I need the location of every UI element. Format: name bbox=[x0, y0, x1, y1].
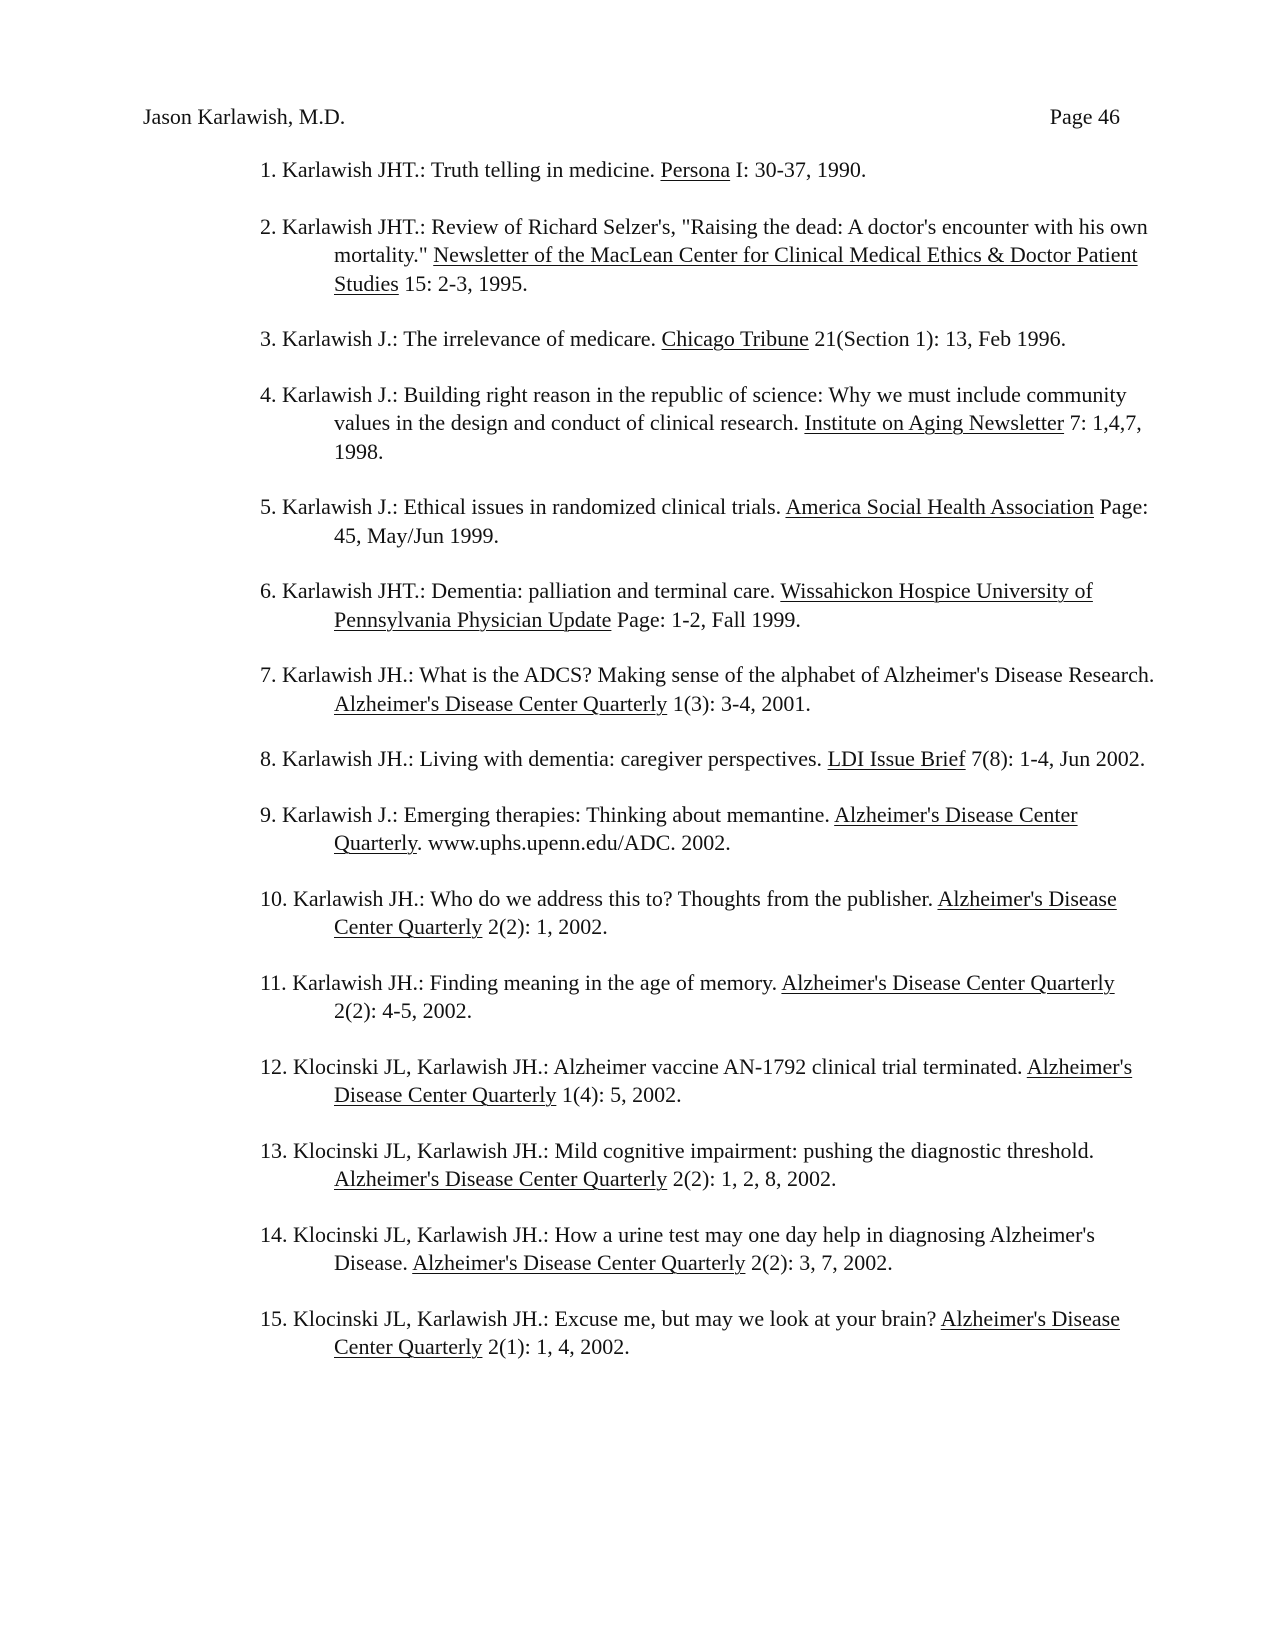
publication-venue: Chicago Tribune bbox=[661, 326, 809, 351]
publication-title: Mild cognitive impairment: pushing the diagnostic threshold. bbox=[554, 1137, 1095, 1163]
publication-title: Building right reason in the republic of science: Why we must include community values in the design and conduct of clinical research. bbox=[334, 381, 1127, 435]
publication-title: Truth telling in medicine. bbox=[430, 157, 655, 182]
publication-authors: Karlawish JH.: bbox=[292, 969, 425, 995]
publication-venue: LDI Issue Brief bbox=[827, 746, 966, 771]
publication-authors: Karlawish JHT.: bbox=[282, 578, 426, 603]
publication-details: I: 30-37, 1990. bbox=[735, 157, 867, 182]
publication-details: 7: 1,4,7, 1998. bbox=[334, 410, 1142, 464]
publication-authors: Klocinski JL, Karlawish JH.: bbox=[293, 1221, 550, 1247]
publication-number: 10. bbox=[260, 885, 288, 911]
publication-item bbox=[260, 1137, 1160, 1194]
publication-venue: Alzheimer's Disease Center Quarterly bbox=[334, 1166, 668, 1191]
publication-number: 13. bbox=[260, 1137, 288, 1163]
publication-title: Finding meaning in the age of memory. bbox=[429, 969, 778, 995]
publication-details: . www.uphs.upenn.edu/ADC. 2002. bbox=[416, 830, 731, 855]
publication-item bbox=[260, 661, 1160, 718]
publication-number: 4. bbox=[260, 381, 277, 407]
publication-item bbox=[260, 213, 1160, 299]
publication-item bbox=[260, 577, 1160, 634]
publication-venue: Alzheimer's Disease Center Quarterly bbox=[412, 1250, 746, 1275]
publication-title: Alzheimer vaccine AN-1792 clinical trial terminated. bbox=[553, 1053, 1023, 1079]
publication-item bbox=[260, 381, 1160, 467]
publication-authors: Karlawish J.: bbox=[282, 381, 399, 407]
publication-details: 2(1): 1, 4, 2002. bbox=[487, 1334, 630, 1359]
publication-authors: Karlawish JH.: bbox=[293, 885, 425, 911]
author-name: Jason Karlawish, M.D. bbox=[143, 104, 346, 129]
publication-venue: Alzheimer's Disease Center Quarterly bbox=[334, 690, 668, 716]
publication-details: 1(3): 3-4, 2001. bbox=[672, 690, 811, 716]
publication-details: 1(4): 5, 2002. bbox=[561, 1082, 682, 1107]
publication-title: How a urine test may one day help in diagnosing Alzheimer's Disease. bbox=[334, 1221, 1095, 1275]
publication-number: 8. bbox=[260, 746, 277, 771]
publication-title: Excuse me, but may we look at your brain? bbox=[554, 1305, 937, 1331]
publication-venue: Alzheimer's Disease Center Quarterly bbox=[334, 801, 1078, 855]
publication-authors: Klocinski JL, Karlawish JH.: bbox=[293, 1305, 550, 1331]
publication-authors: Klocinski JL, Karlawish JH.: bbox=[293, 1137, 550, 1163]
publication-details: 2(2): 4-5, 2002. bbox=[334, 998, 473, 1023]
publication-details: 2(2): 1, 2002. bbox=[487, 914, 608, 939]
publication-number: 14. bbox=[260, 1221, 288, 1247]
publication-title: Living with dementia: caregiver perspectives. bbox=[419, 746, 823, 771]
publication-item bbox=[260, 156, 1160, 185]
publication-authors: Karlawish JHT.: bbox=[282, 157, 426, 182]
publication-number: 12. bbox=[260, 1053, 288, 1079]
publication-venue: America Social Health Association bbox=[785, 494, 1094, 519]
publication-details: 15: 2-3, 1995. bbox=[404, 270, 528, 296]
publication-item bbox=[260, 885, 1160, 942]
publication-details: 2(2): 1, 2, 8, 2002. bbox=[672, 1166, 837, 1191]
publication-number: 11. bbox=[260, 969, 287, 995]
publication-details: 7(8): 1-4, Jun 2002. bbox=[971, 746, 1146, 771]
publication-title: Review of Richard Selzer's, "Raising the dead: A doctor's encounter with his own mortality." bbox=[334, 213, 1148, 267]
publication-venue: Alzheimer's Disease Center Quarterly bbox=[334, 1305, 1120, 1359]
publication-item bbox=[260, 801, 1160, 858]
publication-venue: Newsletter of the MacLean Center for Clinical Medical Ethics & Doctor Patient Studies bbox=[334, 242, 1138, 296]
publication-venue: Institute on Aging Newsletter bbox=[804, 410, 1065, 435]
publication-item bbox=[260, 325, 1160, 354]
publication-item bbox=[260, 493, 1160, 550]
publication-list bbox=[260, 156, 1160, 1389]
publication-number: 2. bbox=[260, 213, 277, 239]
publication-title: Emerging therapies: Thinking about memantine. bbox=[403, 801, 830, 827]
publication-item bbox=[260, 1221, 1160, 1278]
publication-title: Ethical issues in randomized clinical trials. bbox=[403, 494, 782, 519]
publication-venue: Alzheimer's Disease Center Quarterly bbox=[334, 885, 1117, 939]
publication-venue: Wissahickon Hospice University of Pennsylvania Physician Update bbox=[334, 578, 1093, 632]
publication-number: 5. bbox=[260, 494, 277, 519]
publication-authors: Karlawish JH.: bbox=[282, 662, 414, 687]
publication-title: What is the ADCS? Making sense of the alphabet of Alzheimer's Disease Research. bbox=[419, 662, 1155, 687]
publication-details: 2(2): 3, 7, 2002. bbox=[750, 1250, 893, 1275]
publication-venue: Alzheimer's Disease Center Quarterly bbox=[781, 969, 1115, 995]
publication-title: Who do we address this to? Thoughts from the publisher. bbox=[430, 885, 934, 911]
publication-authors: Karlawish JHT.: bbox=[282, 213, 426, 239]
publication-authors: Karlawish J.: bbox=[282, 494, 399, 519]
publication-details: Page: 45, May/Jun 1999. bbox=[334, 494, 1149, 548]
publication-number: 9. bbox=[260, 801, 277, 827]
publication-title: The irrelevance of medicare. bbox=[403, 326, 657, 351]
publication-venue: Alzheimer's Disease Center Quarterly bbox=[334, 1053, 1133, 1107]
publication-item bbox=[260, 1305, 1160, 1362]
publication-number: 1. bbox=[260, 157, 277, 182]
publication-authors: Karlawish J.: bbox=[282, 801, 399, 827]
publication-item bbox=[260, 745, 1160, 774]
publication-number: 7. bbox=[260, 662, 277, 687]
publication-number: 3. bbox=[260, 326, 277, 351]
publication-authors: Klocinski JL, Karlawish JH.: bbox=[293, 1053, 550, 1079]
publication-item bbox=[260, 969, 1160, 1026]
publication-venue: Persona bbox=[660, 157, 731, 182]
page-header bbox=[143, 100, 1120, 134]
publication-number: 6. bbox=[260, 578, 277, 603]
publication-authors: Karlawish J.: bbox=[282, 326, 399, 351]
publication-details: Page: 1-2, Fall 1999. bbox=[616, 606, 801, 632]
publication-details: 21(Section 1): 13, Feb 1996. bbox=[814, 326, 1067, 351]
publication-number: 15. bbox=[260, 1305, 288, 1331]
publication-title: Dementia: palliation and terminal care. bbox=[431, 578, 776, 603]
page-number: Page 46 bbox=[1049, 104, 1120, 129]
publication-item bbox=[260, 1053, 1160, 1110]
publication-authors: Karlawish JH.: bbox=[282, 746, 414, 771]
